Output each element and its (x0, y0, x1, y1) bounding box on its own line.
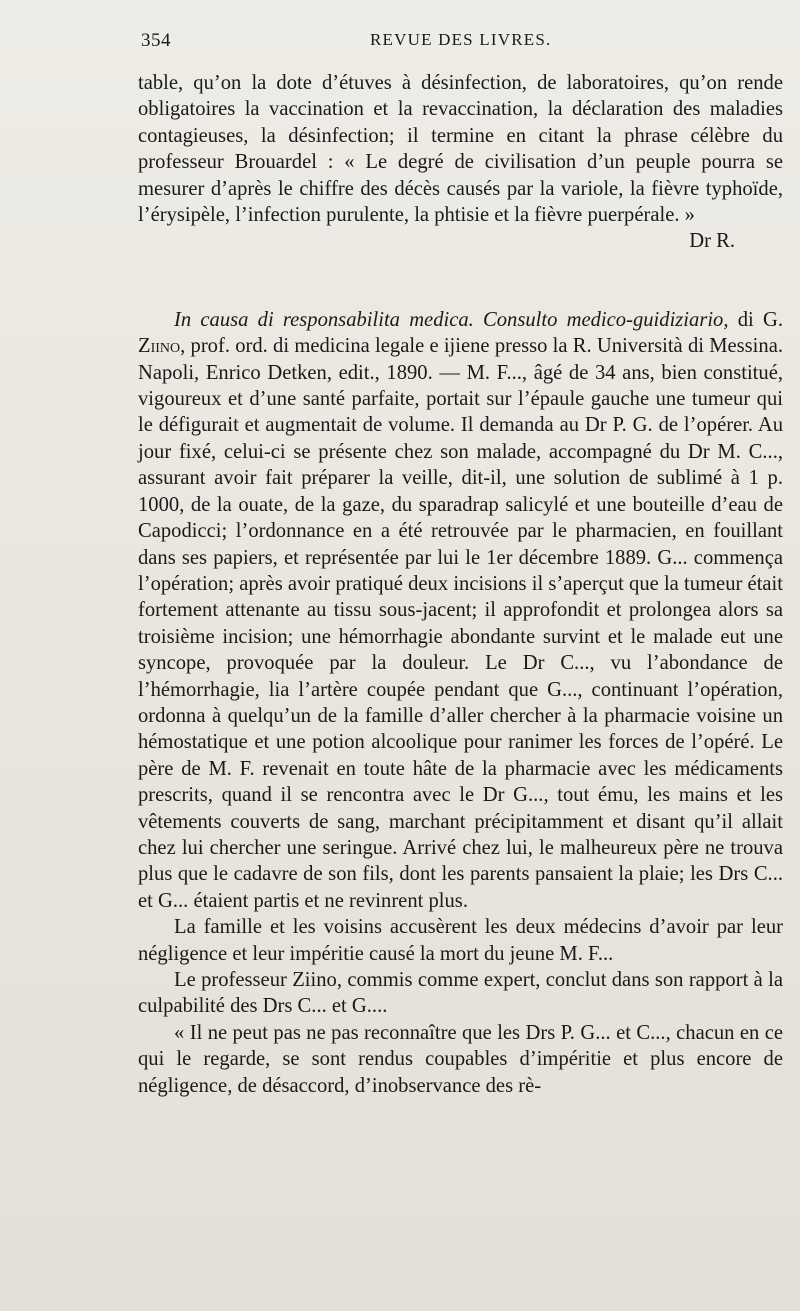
page-header (141, 30, 760, 58)
paragraph-accusation: La famille et les voisins accusèrent les deux médecins d’avoir par leur négligence et leur impéritie causé la mort du jeune M. F... (138, 916, 783, 965)
paragraph-expert: Le professeur Ziino, commis comme expert, conclut dans son rapport à la culpabilité des Drs C... et G.... (138, 969, 783, 1018)
title-connector: di G. (728, 308, 783, 331)
section-gap (138, 255, 783, 307)
review-entry (138, 307, 783, 914)
page-body (138, 70, 783, 1099)
book-citation: , prof. ord. di medicina legale e ijiene presso la R. Università di Messina. Napoli, Enrico Detken, edit., 1890. — (138, 335, 783, 384)
review-signature: Dr R. (689, 230, 735, 253)
running-title: REVUE DES LIVRES. (370, 30, 552, 49)
book-author: Ziino (138, 335, 181, 358)
case-narrative: M. F..., âgé de 34 ans, bien constitué, vigoureux et d’une santé parfaite, portait sur l’épaule gauche une tumeur qui le défigurait et augmentait de volume. Il demanda au Dr P. G. de l’opérer. Au jour fixé, celui-ci se présente chez son malade, accompagné du Dr M. C..., assurant avoir fait préparer la veille, dit-il, une solution de sublimé à 1 p. 1000, de la ouate, de la gaze, du sparadrap salicylé et une bouteille d’eau de Capodicci; l’ordonnance en a été retrouvée par le pharmacien, en fouillant dans ses papiers, et représentée par lui le 1er décembre 1889. G... commença l’opération; après avoir pratiqué deux incisions il s’aperçut que la tumeur était fortement attenante au tissu sous-jacent; il approfondit et prolongea alors sa troisième incision; une hémorrhagie abondante survint et le malade eut une syncope, provoquée par la douleur. Le Dr C..., vu l’abondance de l’hémorrhagie, lia l’artère coupée pendant que G..., continuant l’opération, ordonna à quelqu’un de la famille d’aller chercher à la pharmacie voisine un hémostatique et une potion alcoolique pour ranimer les forces de l’opéré. Le père de M. F. revenait en toute hâte de la pharmacie avec les médicaments prescrits, quand il se rencontra avec le Dr G..., tout ému, les mains et les vêtements couverts de sang, marchant précipitamment et disant qu’il allait chez lui chercher une seringue. Arrivé chez lui, le malheureux père ne trouva plus que le cadavre de son fils, dont les parents pansaient la plaie; les Drs C... et G... étaient partis et ne revinrent plus. (138, 361, 783, 912)
page-number: 354 (141, 30, 171, 51)
book-title: In causa di responsabilita medica. Consulto medico-guidiziario, (174, 308, 729, 331)
review-continuation: table, qu’on la dote d’étuves à désinfection, de laboratoires, qu’on rende obligatoires la vaccination et la revaccination, la déclaration des maladies contagieuses, la désinfection; il termine en citant la phrase célèbre du professeur Brouardel : « Le degré de civilisation d’un peuple pourra se mesurer d’après le chiffre des décès causés par la variole, la fièvre typhoïde, l’érysipèle, l’infection purulente, la phtisie et la fièvre puerpérale. » (138, 72, 783, 227)
paragraph-quote: « Il ne peut pas ne pas reconnaître que les Drs P. G... et C..., chacun en ce qui le regarde, se sont rendus coupables d’impéritie et plus encore de négligence, de désaccord, d’inobservance des rè- (138, 1021, 783, 1097)
